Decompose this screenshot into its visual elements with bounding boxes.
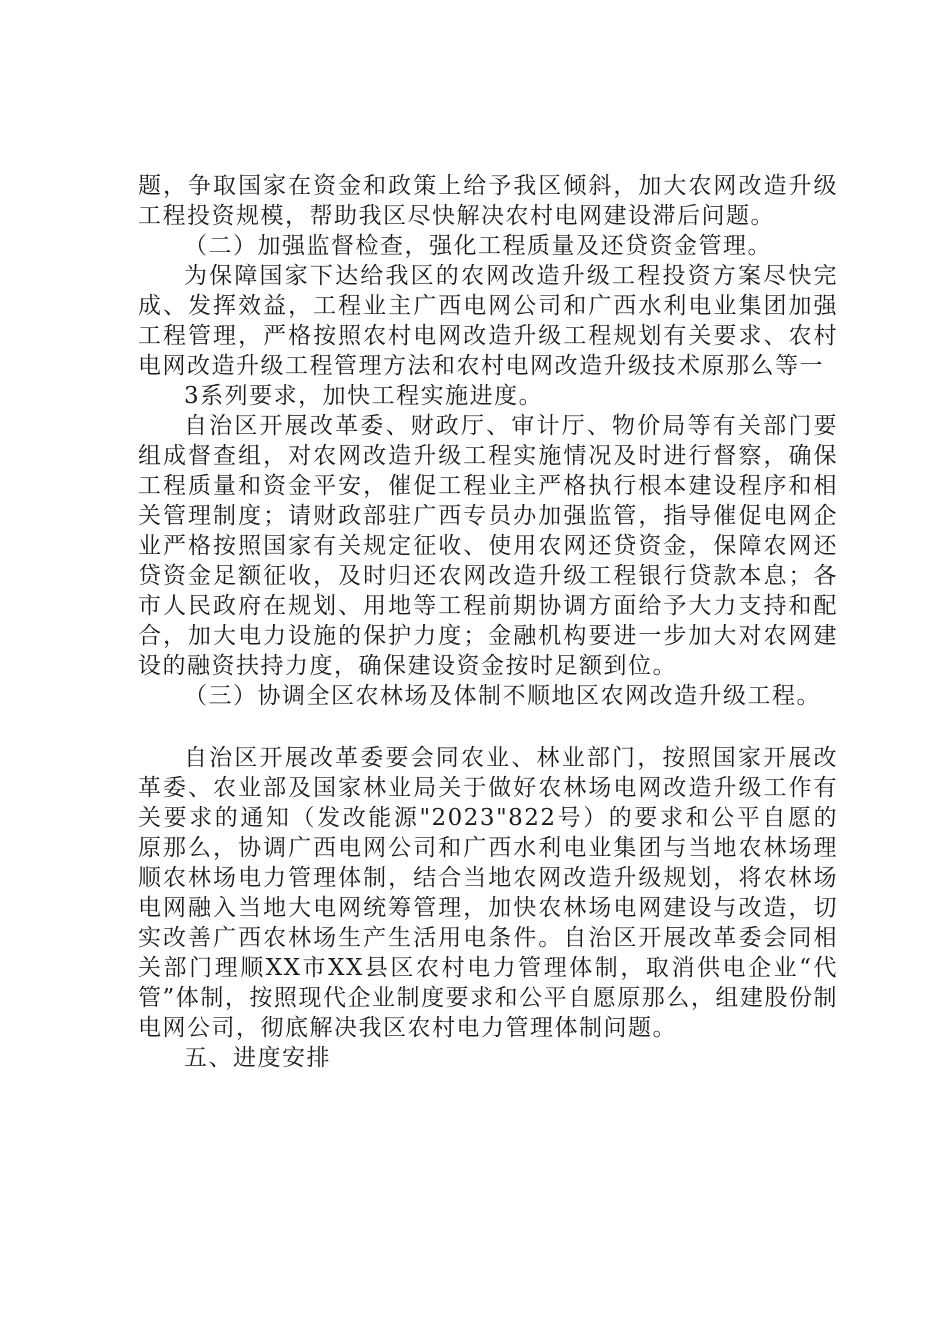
- section-heading-2: （二）加强监督检查，强化工程质量及还贷资金管理。: [184, 233, 772, 259]
- section-heading-3: （三）协调全区农林场及体制不顺地区农网改造升级工程。: [184, 683, 821, 709]
- paragraph-farm-grid: 自治区开展改革委要会同农业、林业部门，按照国家开展改革委、农业部及国家林业局关于做好农林场电网改造升级工作有关要求的通知（发改能源"2023"822号）的要求和公平自愿的原那么，协调广西电网公司和广西水利电业集团与当地农林场理顺农林场电力管理体制，结合当地农网改造升级规划，将农林场电网融入当地大电网统筹管理，加快农林场电网建设与改造，切实改善广西农林场生产生活用电条件。自治区开展改革委会同相关部门理顺XX市XX县区农村电力管理体制，取消供电企业“代管”体制，按照现代企业制度要求和公平自愿原那么，组建股份制电网公司，彻底解决我区农村电力管理体制问题。: [138, 745, 838, 1041]
- paragraph-gap: [138, 711, 838, 743]
- paragraph-requirements: 3系列要求，加快工程实施进度。: [184, 383, 544, 409]
- paragraph-supervision: 自治区开展改革委、财政厅、审计厅、物价局等有关部门要组成督查组，对农网改造升级工程实施情况及时进行督察，确保工程质量和资金平安，催促工程业主严格执行根本建设程序和相关管理制度；请财政部驻广西专员办加强监管，指导催促电网企业严格按照国家有关规定征收、使用农网还贷资金，保障农网还贷资金足额征收，及时归还农网改造升级工程银行贷款本息；各市人民政府在规划、用地等工程前期协调方面给予大力支持和配合，加大电力设施的保护力度；金融机构要进一步加大对农网建设的融资扶持力度，确保建设资金按时足额到位。: [138, 413, 838, 679]
- section-heading-5: 五、进度安排: [184, 1045, 331, 1071]
- paragraph-project-management: 为保障国家下达给我区的农网改造升级工程投资方案尽快完成、发挥效益，工程业主广西电网公司和广西水利电业集团加强工程管理，严格按照农村电网改造升级工程规划有关要求、农村电网改造升级工程管理方法和农村电网改造升级技术原那么等一: [138, 263, 838, 379]
- paragraph-continuation: 题，争取国家在资金和政策上给予我区倾斜，加大农网改造升级工程投资规模，帮助我区尽快解决农村电网建设滞后问题。: [138, 173, 838, 229]
- document-body: [138, 171, 838, 1073]
